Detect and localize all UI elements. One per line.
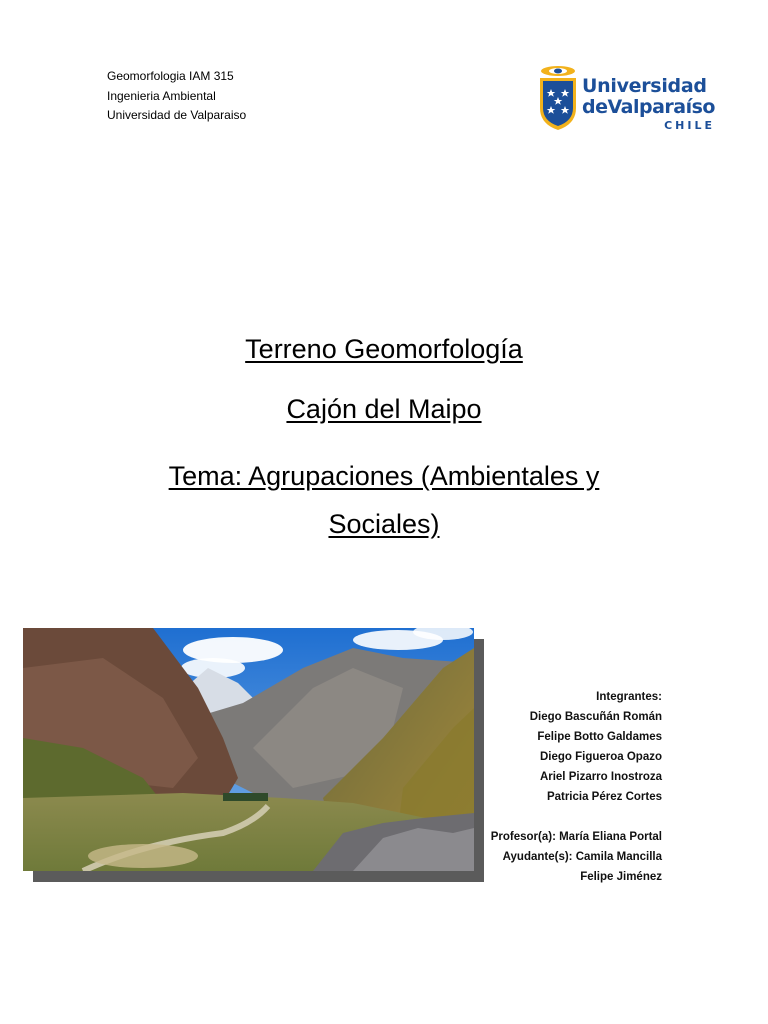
logo-line-3: CHILE	[664, 119, 715, 132]
title-line-3	[130, 452, 638, 548]
landscape-photo	[23, 628, 474, 871]
logo-line-1: Universidad	[582, 75, 707, 97]
title-text-1: Terreno Geomorfología	[245, 334, 523, 364]
title-line-1	[0, 334, 768, 365]
course-name: Geomorfologia IAM 315	[107, 69, 234, 83]
title-text-3: Tema: Agrupaciones (Ambientales y Sociales)	[168, 461, 600, 539]
title-text-2: Cajón del Maipo	[286, 394, 482, 424]
course-info	[107, 67, 246, 126]
credits-block	[491, 687, 662, 887]
title-line-2	[0, 394, 768, 425]
shield-icon	[537, 62, 581, 134]
valley-image	[23, 628, 474, 871]
member-1: Diego Bascuñán Román	[529, 711, 662, 723]
program-name: Ingenieria Ambiental	[107, 88, 216, 103]
university-logo	[537, 62, 715, 134]
assistant-line: Ayudante(s): Camila Mancilla	[502, 851, 662, 863]
logo-wordmark	[582, 76, 715, 132]
members-heading: Integrantes:	[596, 691, 662, 703]
assistant-line-2: Felipe Jiménez	[580, 871, 662, 883]
spacer	[491, 807, 662, 827]
member-5: Patricia Pérez Cortes	[546, 791, 662, 803]
professor-line: Profesor(a): María Eliana Portal	[490, 831, 662, 843]
university-name: Universidad de Valparaiso	[107, 108, 247, 122]
member-4: Ariel Pizarro Inostroza	[539, 771, 662, 783]
member-2: Felipe Botto Galdames	[537, 731, 662, 743]
logo-line-2: deValparaíso	[582, 96, 715, 118]
member-3: Diego Figueroa Opazo	[539, 751, 662, 763]
